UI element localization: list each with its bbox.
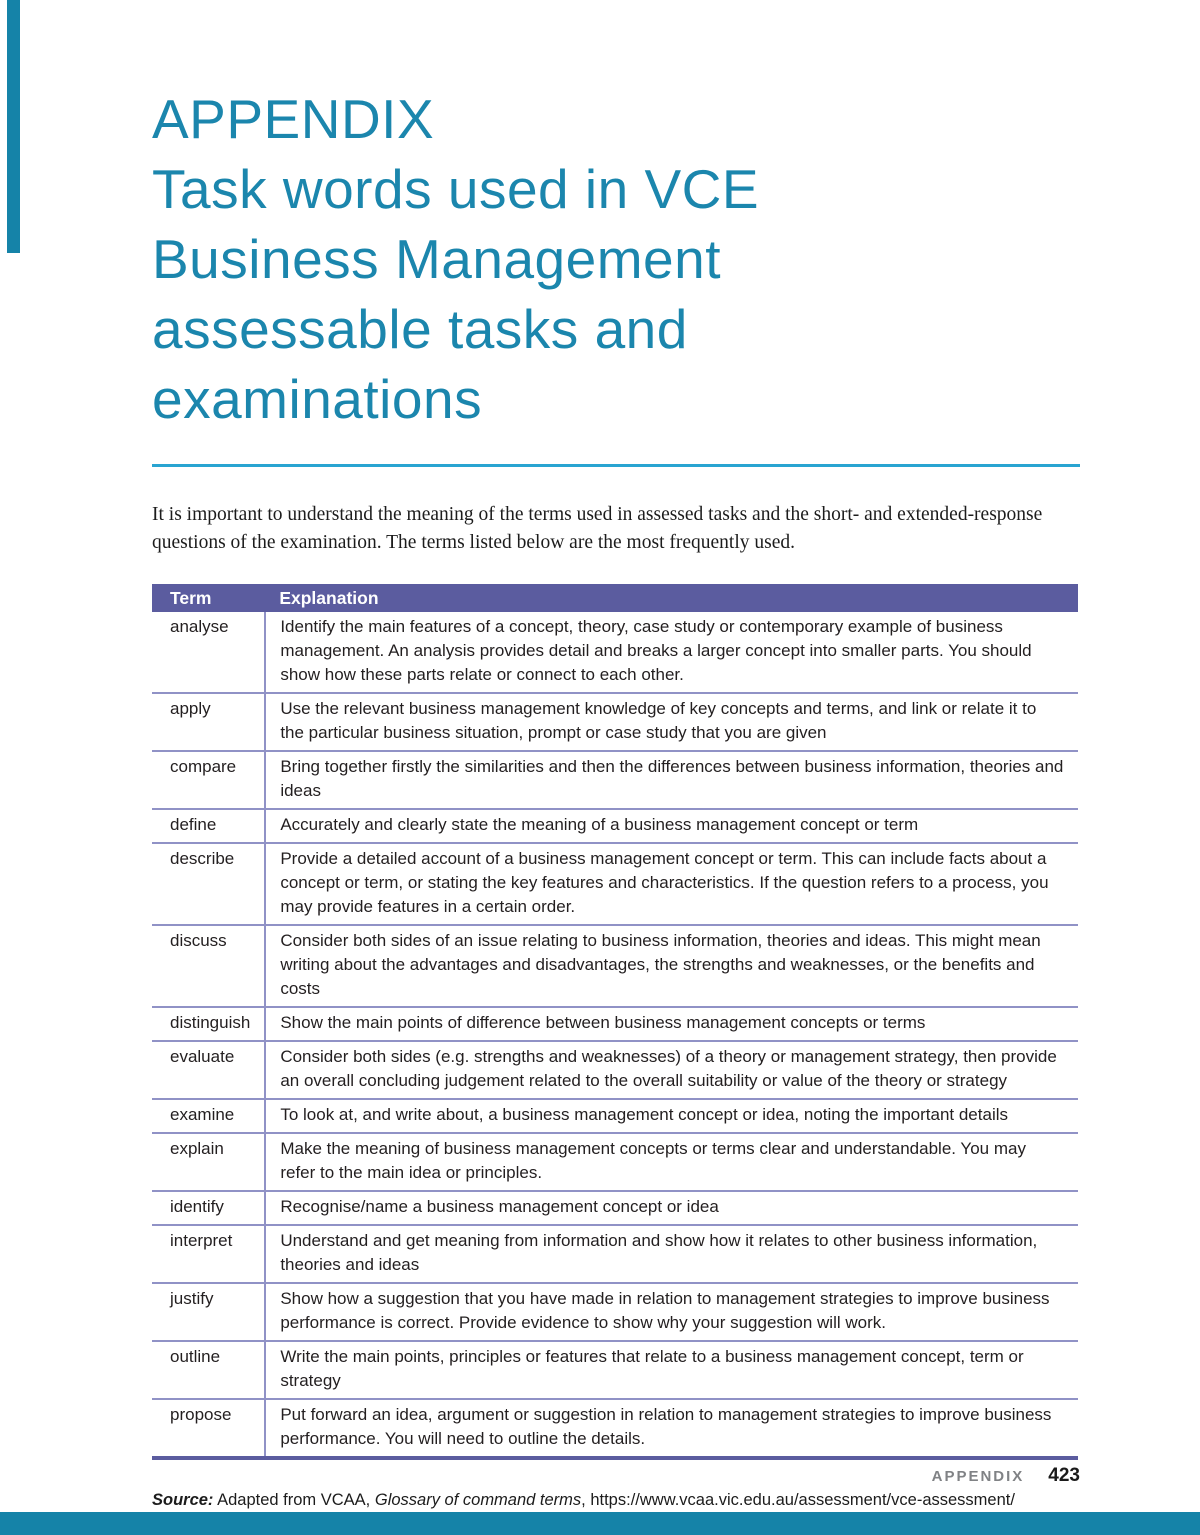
table-row <box>152 843 1078 925</box>
table-row <box>152 925 1078 1007</box>
source-url-line1: , https://www.vcaa.vic.edu.au/assessment/vce-assessment/ <box>581 1491 1015 1509</box>
explanation-cell: Identify the main features of a concept, theory, case study or contemporary example of business management. An analysis provides detail and breaks a larger concept into smaller parts. You should show how these parts relate or connect to each other. <box>280 617 1032 684</box>
title-line-4: examinations <box>152 368 483 430</box>
explanation-cell: Show how a suggestion that you have made in relation to management strategies to improve business performance is correct. Provide evidence to show why your suggestion will work. <box>265 1283 1078 1341</box>
terms-table <box>152 584 1078 1460</box>
intro-paragraph: It is important to understand the meaning of the terms used in assessed tasks and the short- and extended-response questions of the examination. The terms listed below are the most frequently used. <box>152 504 1043 553</box>
explanation-cell: Show the main points of difference between business management concepts or terms <box>265 1007 1078 1041</box>
term-cell: justify <box>152 1283 265 1341</box>
source-label: Source: <box>152 1491 214 1509</box>
page-footer <box>932 1465 1080 1487</box>
content-column <box>152 0 1080 1535</box>
source-seg1: Adapted from VCAA, <box>213 1491 375 1509</box>
table-row <box>152 809 1078 843</box>
table-row <box>152 612 1078 693</box>
table-row <box>152 1225 1078 1283</box>
table-row <box>152 1133 1078 1191</box>
explanation-cell: Understand and get meaning from information and show how it relates to other business information, theories and ideas <box>265 1225 1078 1283</box>
explanation-cell: Consider both sides of an issue relating to business information, theories and ideas. This might mean writing about the advantages and disadvantages, the strengths and weaknesses, or the benefits and costs <box>265 925 1078 1007</box>
term-cell: apply <box>152 693 265 751</box>
term-cell: define <box>152 809 265 843</box>
term-cell: propose <box>152 1399 265 1458</box>
term-cell: describe <box>152 843 265 925</box>
term-cell: distinguish <box>152 1007 265 1041</box>
table-row <box>152 1283 1078 1341</box>
table-row <box>152 751 1078 809</box>
explanation-cell: Accurately and clearly state the meaning of a business management concept or term <box>265 809 1078 843</box>
table-row <box>152 1399 1078 1458</box>
table-row <box>152 1341 1078 1399</box>
term-cell: analyse <box>152 612 265 693</box>
table-row <box>152 1007 1078 1041</box>
explanation-cell: Make the meaning of business management concepts or terms clear and understandable. You may refer to the main idea or principles. <box>265 1133 1078 1191</box>
term-cell: evaluate <box>152 1041 265 1099</box>
source-work-title: Glossary of command terms <box>374 1491 582 1509</box>
title-line-2: Business Management <box>152 228 721 290</box>
table-row <box>152 693 1078 751</box>
title-line-appendix: APPENDIX <box>152 88 435 150</box>
explanation-cell: Write the main points, principles or features that relate to a business management concept, term or strategy <box>265 1341 1078 1399</box>
term-cell: discuss <box>152 925 265 1007</box>
title-line-1: Task words used in VCE <box>152 158 760 220</box>
term-cell: interpret <box>152 1225 265 1283</box>
page-title <box>152 84 1080 434</box>
explanation-cell: Recognise/name a business management concept or idea <box>265 1191 1078 1225</box>
explanation-cell: To look at, and write about, a business management concept or idea, noting the important details <box>265 1099 1078 1133</box>
term-cell: examine <box>152 1099 265 1133</box>
bottom-accent-bar <box>0 1512 1200 1535</box>
footer-section-label: APPENDIX <box>931 1468 1025 1485</box>
footer-page-number: 423 <box>1048 1465 1080 1486</box>
explanation-cell: Put forward an idea, argument or suggestion in relation to management strategies to improve business performance. You will need to outline the details. <box>265 1399 1078 1458</box>
left-accent-bar <box>7 0 20 253</box>
table-header-term: Term <box>152 584 265 612</box>
table-row <box>152 1041 1078 1099</box>
title-line-3: assessable tasks and <box>152 298 688 360</box>
table-header-row <box>152 584 1078 612</box>
explanation-cell: Provide a detailed account of a business management concept or term. This can include facts about a concept or term, or stating the key features and characteristics. If the question refers to a process, you may provide features in a certain order. <box>265 843 1078 925</box>
explanation-cell: Consider both sides (e.g. strengths and weaknesses) of a theory or management strategy, then provide an overall concluding judgement related to the overall suitability or value of the theory or strategy <box>265 1041 1078 1099</box>
divider-rule <box>152 464 1080 467</box>
explanation-cell: Bring together firstly the similarities and then the differences between business information, theories and ideas <box>265 751 1078 809</box>
term-cell: explain <box>152 1133 265 1191</box>
term-cell: outline <box>152 1341 265 1399</box>
table-row <box>152 1099 1078 1133</box>
term-cell: compare <box>152 751 265 809</box>
explanation-cell: Use the relevant business management knowledge of key concepts and terms, and link or relate it to the particular business situation, prompt or case study that you are given <box>265 693 1078 751</box>
table-header-explanation: Explanation <box>265 584 1078 612</box>
term-cell: identify <box>152 1191 265 1225</box>
table-row <box>152 1191 1078 1225</box>
